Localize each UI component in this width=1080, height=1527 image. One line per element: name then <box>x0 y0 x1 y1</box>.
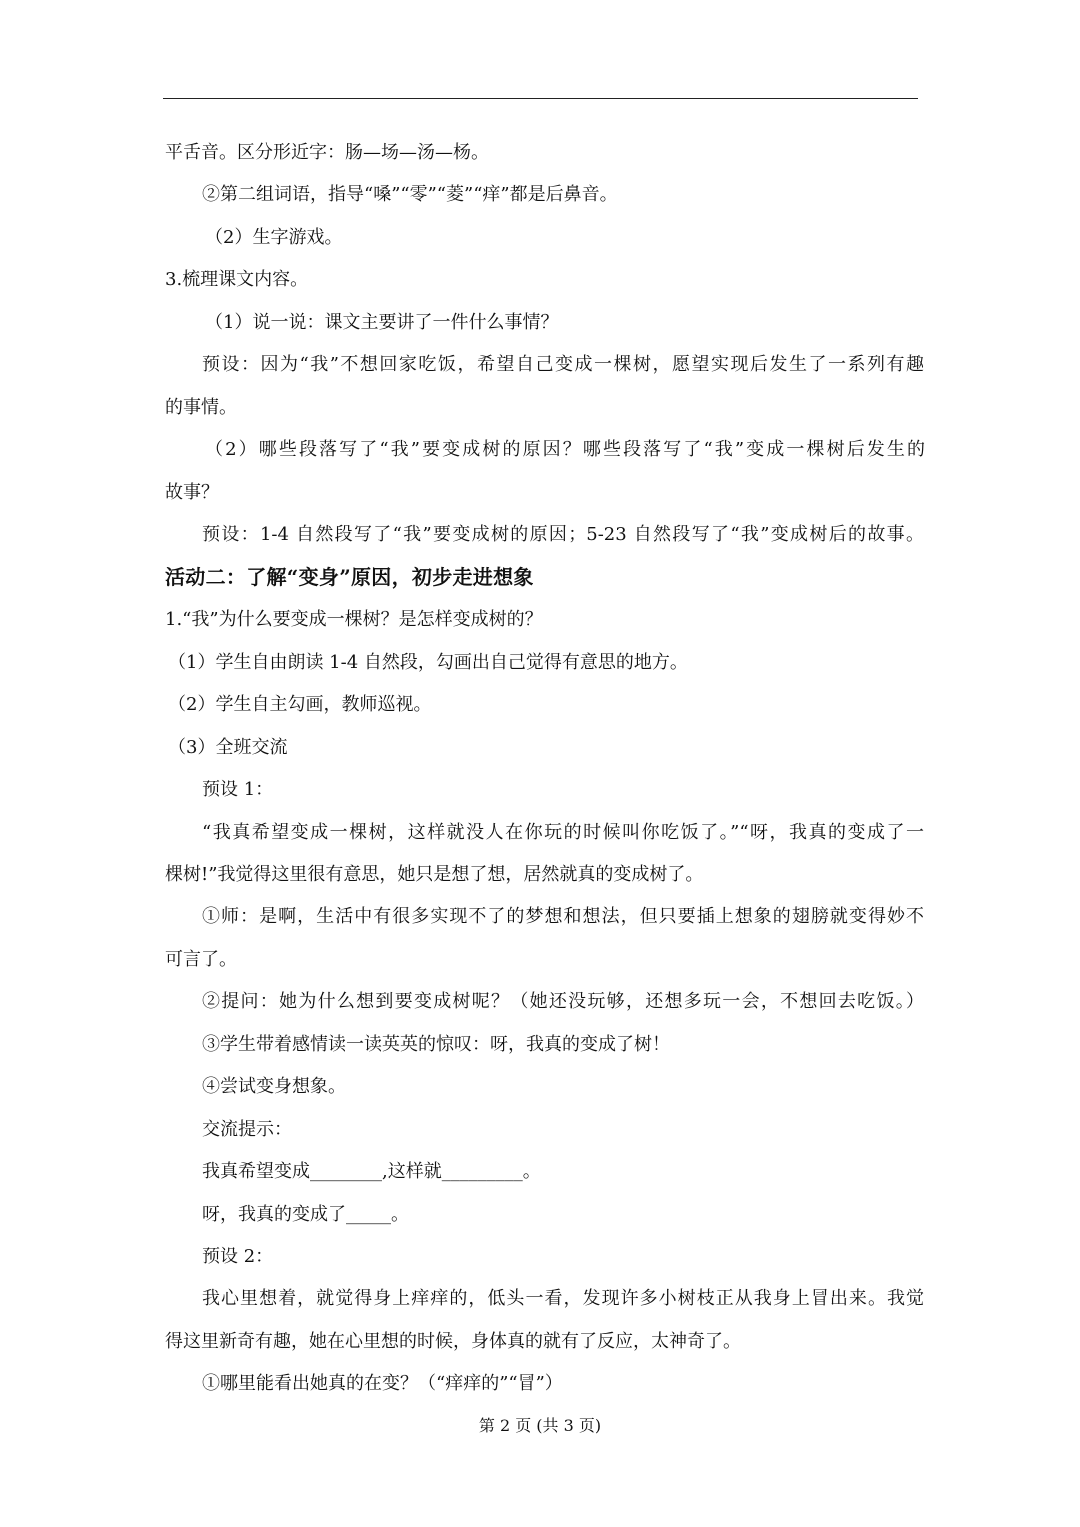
text-line: （2）生字游戏。 <box>205 227 343 248</box>
text-line: 可言了。 <box>165 949 237 970</box>
text-line: ②提问：她为什么想到要变成树呢？（她还没玩够，还想多玩一会，不想回去吃饭。） <box>202 991 924 1012</box>
text-line: （1）学生自由朗读 1-4 自然段，勾画出自己觉得有意思的地方。 <box>168 652 688 673</box>
text-line: 平舌音。区分形近字：肠—场—汤—杨。 <box>165 142 489 163</box>
text-line: （3）全班交流 <box>168 737 288 758</box>
text-line: 预设：因为“我”不想回家吃饭，希望自己变成一棵树，愿望实现后发生了一系列有趣 <box>202 354 924 375</box>
text-line: 我心里想着，就觉得身上痒痒的，低头一看，发现许多小树枝正从我身上冒出来。我觉 <box>202 1288 924 1309</box>
text-line: ③学生带着感情读一读英英的惊叹：呀，我真的变成了树！ <box>202 1034 670 1055</box>
fill-in-line: 我真希望变成________,这样就_________。 <box>202 1161 541 1182</box>
text-line: ①哪里能看出她真的在变？（“痒痒的”“冒”） <box>202 1373 563 1394</box>
text-line: 棵树!”我觉得这里很有意思，她只是想了想，居然就真的变成树了。 <box>165 864 704 885</box>
section-heading: 活动二：了解“变身”原因，初步走进想象 <box>165 565 534 589</box>
text-line: 的事情。 <box>165 397 237 418</box>
text-line: 3.梳理课文内容。 <box>165 269 309 290</box>
text-line: ②第二组词语，指导“嗓”“零”“菱”“痒”都是后鼻音。 <box>202 184 618 205</box>
text-line: 预设：1-4 自然段写了“我”要变成树的原因；5-23 自然段写了“我”变成树后的故事。 <box>202 524 924 545</box>
fill-in-line: 呀，我真的变成了_____。 <box>202 1204 409 1225</box>
text-line: 预设 1： <box>202 779 274 800</box>
text-line: 得这里新奇有趣，她在心里想的时候，身体真的就有了反应，太神奇了。 <box>165 1331 741 1352</box>
text-line: （2）哪些段落写了“我”要变成树的原因？哪些段落写了“我”变成一棵树后发生的 <box>205 439 925 460</box>
text-line: 交流提示： <box>202 1119 292 1140</box>
text-line: （2）学生自主勾画，教师巡视。 <box>168 694 432 715</box>
text-line: （1）说一说：课文主要讲了一件什么事情？ <box>205 312 559 333</box>
text-line: 故事？ <box>165 482 219 503</box>
text-line: 预设 2： <box>202 1246 274 1267</box>
page-footer: 第 2 页 (共 3 页) <box>478 1416 602 1435</box>
text-line: “我真希望变成一棵树，这样就没人在你玩的时候叫你吃饭了。”“呀，我真的变成了一 <box>202 822 924 843</box>
text-line: 1.“我”为什么要变成一棵树？是怎样变成树的？ <box>165 609 543 630</box>
text-line: ④尝试变身想象。 <box>202 1076 346 1097</box>
text-line: ①师：是啊，生活中有很多实现不了的梦想和想法，但只要插上想象的翅膀就变得妙不 <box>202 906 924 927</box>
